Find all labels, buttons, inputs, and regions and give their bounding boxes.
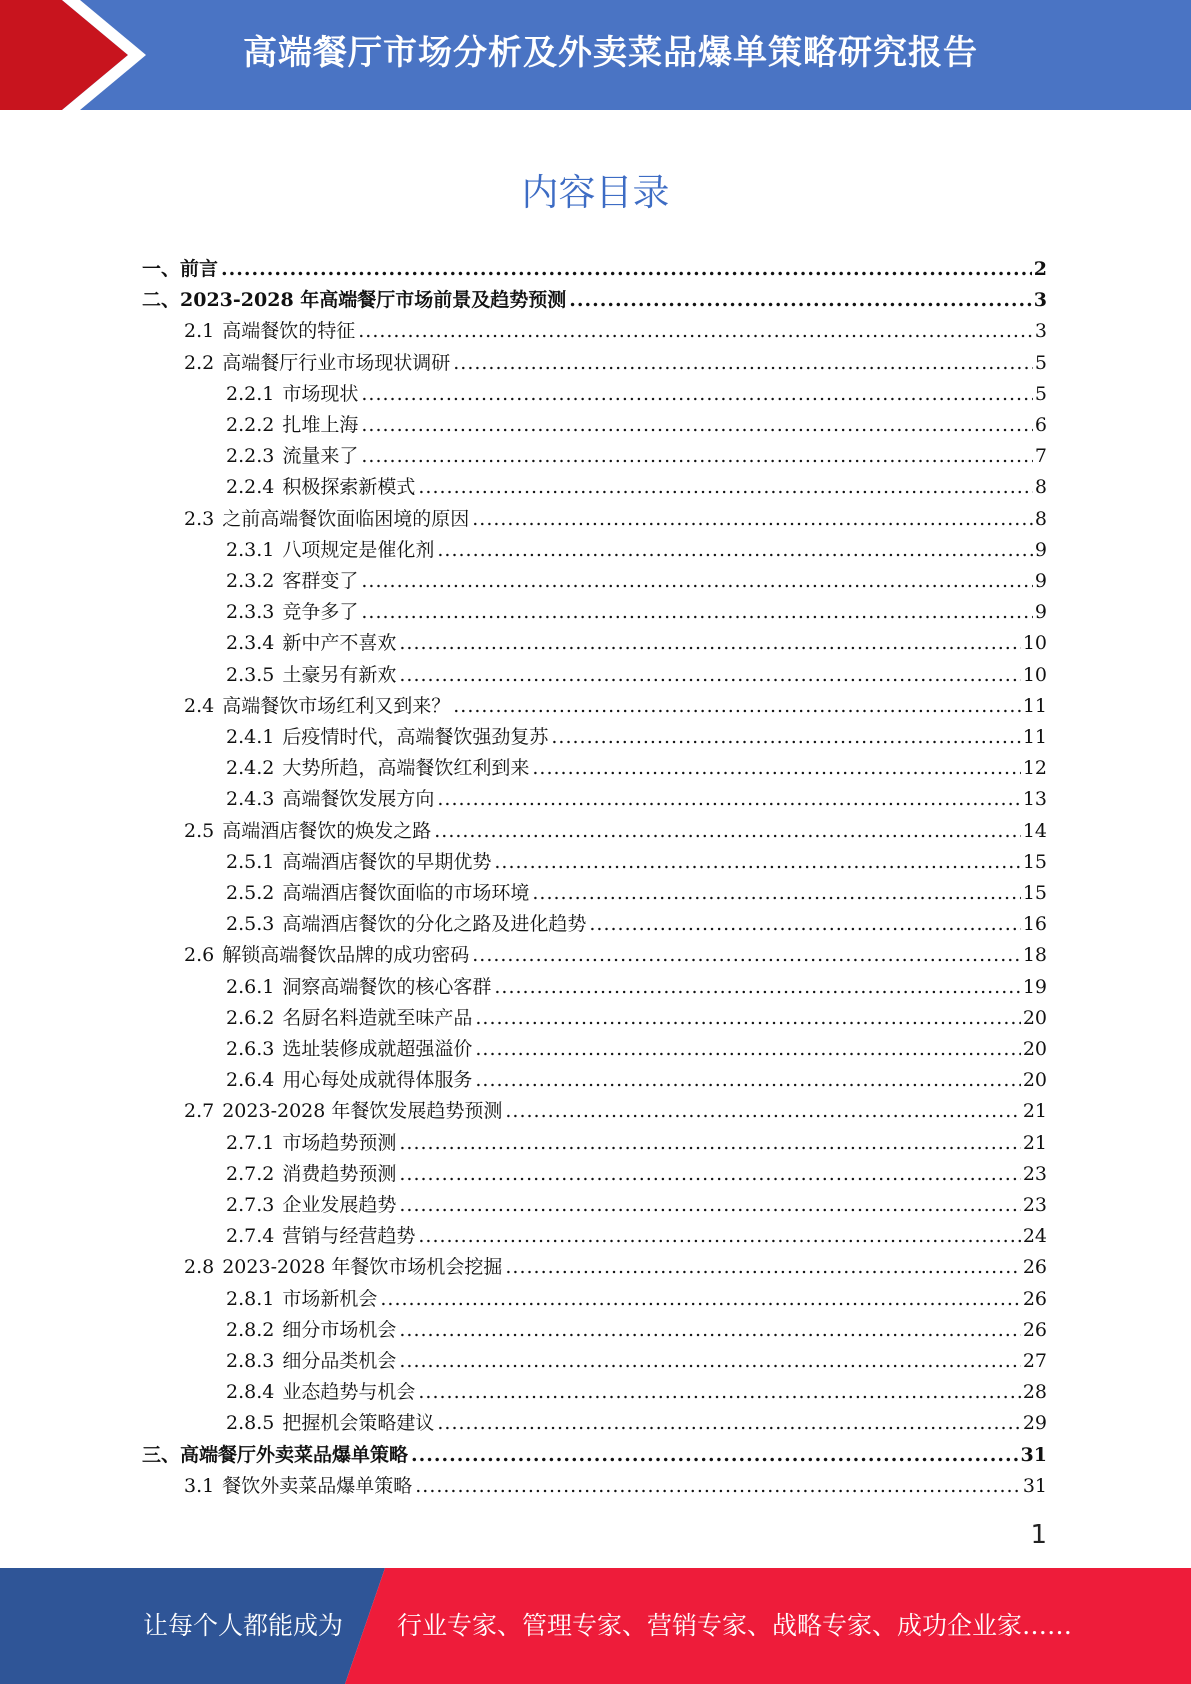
toc-entry-title: 选址装修成就超强溢价 [282, 1038, 473, 1060]
toc-entry-page: 9 [1034, 570, 1047, 592]
toc-entry-number: 2.6.4 [226, 1069, 275, 1092]
toc-dot-leader [399, 1190, 1020, 1221]
toc-entry-number: 2.3 [184, 507, 215, 530]
toc-entry[interactable] [226, 753, 1047, 784]
toc-entry[interactable] [226, 1377, 1047, 1408]
toc-entry-page: 27 [1022, 1350, 1047, 1372]
toc-entry-title: 2023-2028 年餐饮市场机会挖掘 [222, 1256, 503, 1279]
toc-dot-leader [358, 316, 1033, 347]
toc-entry-number: 2.4.3 [226, 788, 275, 811]
toc-dot-leader [551, 722, 1020, 753]
toc-entry-page: 16 [1022, 913, 1047, 936]
toc-entry-number: 2.7.4 [226, 1225, 275, 1248]
toc-dot-leader [361, 441, 1033, 472]
page-number: 1 [1030, 1520, 1047, 1550]
toc-dot-leader [380, 1284, 1020, 1315]
footer-slogan-right: 行业专家、管理专家、营销专家、战略专家、成功企业家…… [397, 1611, 1073, 1640]
toc-dot-leader [505, 1252, 1020, 1283]
toc-entry[interactable] [226, 1190, 1047, 1221]
toc-dot-leader [418, 1377, 1020, 1408]
toc-dot-leader [494, 847, 1020, 878]
toc-dot-leader [415, 1471, 1021, 1502]
toc-entry[interactable] [184, 1096, 1047, 1127]
toc-entry[interactable] [226, 784, 1047, 815]
toc-entry-page: 26 [1022, 1287, 1047, 1310]
toc-dot-leader [418, 1221, 1020, 1252]
toc-entry-number: 2.8.3 [226, 1350, 275, 1372]
toc-entry-page: 10 [1022, 663, 1047, 686]
toc-entry-page: 18 [1022, 944, 1047, 967]
toc-dot-leader [399, 628, 1020, 659]
toc-dot-leader [411, 1440, 1019, 1471]
toc-entry-page: 19 [1022, 975, 1047, 998]
header-title: 高端餐厅市场分析及外卖菜品爆单策略研究报告 [243, 33, 978, 73]
toc-entry-title: 之前高端餐饮面临困境的原因 [222, 507, 470, 530]
toc-entry-page: 28 [1022, 1381, 1047, 1404]
toc-entry-page: 31 [1020, 1443, 1047, 1466]
toc-entry-title: 把握机会策略建议 [282, 1412, 435, 1435]
toc-entry[interactable] [226, 566, 1047, 597]
toc-dot-leader [472, 504, 1033, 535]
toc-entry-number: 2.3.5 [226, 663, 275, 686]
toc-entry[interactable] [226, 1315, 1047, 1346]
toc-entry-page: 20 [1022, 1006, 1047, 1029]
toc-entry[interactable] [226, 1221, 1047, 1252]
toc-entry[interactable] [226, 535, 1047, 566]
toc-entry-title: 积极探索新模式 [282, 476, 416, 499]
toc-entry-page: 21 [1022, 1100, 1047, 1123]
toc-entry[interactable] [226, 410, 1047, 441]
toc-entry[interactable] [184, 316, 1047, 347]
toc-dot-leader [399, 660, 1020, 691]
toc-entry-title: 高端餐饮发展方向 [282, 788, 435, 811]
toc-entry-title: 名厨名料造就至味产品 [282, 1006, 473, 1029]
toc-entry-title: 市场趋势预测 [282, 1131, 397, 1154]
toc-entry-number: 2.4.2 [226, 757, 275, 780]
toc-entry-page: 21 [1022, 1131, 1047, 1154]
toc-entry[interactable] [226, 472, 1047, 503]
toc-entry-page: 2 [1033, 258, 1047, 280]
toc-dot-leader [472, 940, 1021, 971]
toc-dot-leader [399, 1159, 1020, 1190]
toc-entry-number: 2.5.3 [226, 913, 275, 936]
toc-entry-title: 高端餐饮的特征 [222, 320, 356, 343]
toc-dot-leader [434, 816, 1021, 847]
toc-entry-title: 新中产不喜欢 [282, 632, 397, 655]
toc-entry[interactable] [184, 1252, 1047, 1283]
toc-entry[interactable] [226, 441, 1047, 472]
toc-entry-number: 2.3.4 [226, 632, 275, 655]
toc-entry-page: 29 [1022, 1412, 1047, 1435]
toc-entry[interactable] [226, 909, 1047, 940]
toc-entry[interactable] [226, 660, 1047, 691]
toc-dot-leader [437, 784, 1020, 815]
toc-entry-page: 20 [1022, 1038, 1047, 1060]
toc-entry-number: 2.2 [184, 351, 215, 374]
toc-dot-leader [361, 410, 1033, 441]
toc-dot-leader [494, 972, 1020, 1003]
toc-dot-leader [475, 1034, 1020, 1065]
toc-entry-number: 2.6.3 [226, 1038, 275, 1060]
toc-dot-leader [505, 1096, 1020, 1127]
toc-entry[interactable] [142, 285, 1047, 316]
toc-entry-title: 2023-2028 年餐饮发展趋势预测 [222, 1100, 503, 1123]
toc-dot-leader [361, 379, 1033, 410]
toc-entry-page: 8 [1034, 507, 1047, 530]
toc-entry-page: 26 [1022, 1318, 1047, 1341]
toc-entry-title: 细分品类机会 [282, 1350, 397, 1372]
toc-entry-number: 2.3.2 [226, 570, 275, 592]
toc-entry-title: 营销与经营趋势 [282, 1225, 416, 1248]
toc-entry-title: 市场新机会 [282, 1287, 378, 1310]
page-header [0, 0, 1191, 110]
toc-entry[interactable] [184, 691, 1047, 722]
toc-entry-page: 9 [1034, 601, 1047, 624]
toc-entry[interactable] [226, 1065, 1047, 1096]
toc-entry-number: 2.6.2 [226, 1006, 275, 1029]
toc-entry[interactable] [226, 1034, 1047, 1065]
toc-dot-leader [399, 1128, 1020, 1159]
toc-entry-page: 11 [1022, 726, 1047, 748]
toc-entry-page: 12 [1022, 757, 1047, 780]
toc-entry-number: 2.3.3 [226, 601, 275, 624]
toc-entry-number: 2.6 [184, 944, 215, 967]
toc-dot-leader [221, 254, 1032, 285]
toc-entry-number: 2.6.1 [226, 975, 275, 998]
toc-entry-number: 2.5.1 [226, 850, 275, 873]
toc-entry[interactable] [184, 504, 1047, 535]
toc-dot-leader [437, 535, 1033, 566]
toc-entry-title: 前言 [180, 258, 219, 280]
toc-dot-leader [361, 566, 1033, 597]
toc-title: 内容目录 [521, 171, 670, 214]
toc-entry[interactable] [184, 940, 1047, 971]
toc-entry-title: 高端酒店餐饮的分化之路及进化趋势 [282, 913, 587, 936]
toc-entry-page: 9 [1034, 538, 1047, 561]
toc-entry-page: 14 [1022, 819, 1047, 842]
toc-entry[interactable] [226, 628, 1047, 659]
toc-entry-title: 土豪另有新欢 [282, 663, 397, 686]
toc-entry-title: 细分市场机会 [282, 1318, 397, 1341]
toc-entry-title: 扎堆上海 [282, 414, 359, 436]
toc-entry-page: 3 [1034, 320, 1047, 343]
toc-entry-number: 2.8.4 [226, 1381, 275, 1404]
toc-entry-title: 消费趋势预测 [282, 1162, 397, 1185]
toc-entry-number: 2.2.3 [226, 445, 275, 468]
toc-dot-leader [475, 1065, 1020, 1096]
toc-entry-number: 一、 [142, 258, 181, 280]
toc-entry-page: 11 [1022, 694, 1047, 717]
toc-entry-number: 2.1 [184, 320, 215, 343]
toc-entry[interactable] [226, 847, 1047, 878]
toc-entry-title: 高端酒店餐饮面临的市场环境 [282, 882, 530, 904]
toc-entry-page: 20 [1022, 1069, 1047, 1092]
toc-entry-page: 15 [1022, 882, 1047, 904]
toc-entry-number: 2.5 [184, 819, 215, 842]
toc-entry-title: 餐饮外卖菜品爆单策略 [222, 1474, 413, 1497]
toc-entry-page: 31 [1022, 1474, 1047, 1497]
toc-entry-number: 2.2.4 [226, 476, 275, 499]
toc-entry[interactable] [226, 1346, 1047, 1377]
toc-dot-leader [532, 753, 1020, 784]
toc-entry-number: 2.4 [184, 694, 215, 717]
toc-entry-number: 2.5.2 [226, 882, 275, 904]
toc-entry-title: 高端酒店餐饮的焕发之路 [222, 819, 432, 842]
toc-entry-number: 2.8 [184, 1256, 215, 1279]
toc-entry-title: 高端餐厅外卖菜品爆单策略 [180, 1443, 409, 1466]
toc-entry-page: 8 [1034, 476, 1047, 499]
toc-entry-page: 23 [1022, 1162, 1047, 1185]
toc-entry-number: 2.8.1 [226, 1287, 275, 1310]
toc-entry[interactable] [226, 379, 1047, 410]
toc-entry[interactable] [226, 722, 1047, 753]
toc-entry-title: 高端酒店餐饮的早期优势 [282, 850, 492, 873]
toc-entry-title: 高端餐饮市场红利又到来？ [222, 694, 451, 717]
toc-entry-page: 3 [1033, 289, 1047, 312]
toc-dot-leader [589, 909, 1020, 940]
toc-entry-title: 2023-2028 年高端餐厅市场前景及趋势预测 [180, 289, 567, 312]
toc-entry-title: 业态趋势与机会 [282, 1381, 416, 1404]
toc-entry-page: 5 [1034, 382, 1047, 405]
toc-dot-leader [399, 1346, 1020, 1377]
toc-entry-title: 洞察高端餐饮的核心客群 [282, 975, 492, 998]
toc-entry[interactable] [142, 254, 1047, 285]
toc-entry-title: 客群变了 [282, 570, 359, 592]
toc-entry-number: 三、 [142, 1443, 181, 1466]
footer-slogan-left: 让每个人都能成为 [143, 1611, 344, 1640]
toc-entry-page: 13 [1022, 788, 1047, 811]
toc-entry-page: 15 [1022, 850, 1047, 873]
toc-entry-number: 2.2.2 [226, 414, 275, 436]
toc-entry-title: 后疫情时代，高端餐饮强劲复苏 [282, 726, 549, 748]
toc-entry-number: 2.4.1 [226, 726, 275, 748]
toc-dot-leader [453, 691, 1021, 722]
toc-dot-leader [418, 472, 1033, 503]
toc-dot-leader [437, 1408, 1020, 1439]
toc-entry[interactable] [226, 1159, 1047, 1190]
toc-entry-title: 高端餐厅行业市场现状调研 [222, 351, 451, 374]
toc-entry[interactable] [226, 1003, 1047, 1034]
toc-entry[interactable] [226, 1284, 1047, 1315]
toc-entry-page: 6 [1034, 414, 1047, 436]
toc-entry-page: 10 [1022, 632, 1047, 655]
toc-entry-number: 2.2.1 [226, 382, 275, 405]
toc-dot-leader [399, 1315, 1020, 1346]
toc-entry[interactable] [142, 1440, 1047, 1471]
toc-dot-leader [532, 878, 1020, 909]
toc-entry-number: 3.1 [184, 1474, 215, 1497]
toc-entry-number: 2.7.3 [226, 1194, 275, 1216]
toc-entry-title: 流量来了 [282, 445, 359, 468]
toc-entry-page: 7 [1034, 445, 1047, 468]
toc-entry-title: 竞争多了 [282, 601, 359, 624]
toc-entry[interactable] [184, 1471, 1047, 1502]
toc-entry-title: 市场现状 [282, 382, 359, 405]
toc-dot-leader [453, 348, 1033, 379]
toc-entry-number: 2.7 [184, 1100, 215, 1123]
toc-entry[interactable] [226, 972, 1047, 1003]
toc-dot-leader [475, 1003, 1020, 1034]
toc-entry-title: 企业发展趋势 [282, 1194, 397, 1216]
toc-entry[interactable] [226, 878, 1047, 909]
toc-entry-title: 大势所趋，高端餐饮红利到来 [282, 757, 530, 780]
toc-entry-page: 26 [1022, 1256, 1047, 1279]
toc-entry[interactable] [226, 1128, 1047, 1159]
toc-entry[interactable] [184, 816, 1047, 847]
toc-entry-number: 2.8.2 [226, 1318, 275, 1341]
toc-entry-number: 2.8.5 [226, 1412, 275, 1435]
toc-entry[interactable] [226, 1408, 1047, 1439]
toc-entry-page: 24 [1022, 1225, 1047, 1248]
toc-entry-title: 八项规定是催化剂 [282, 538, 435, 561]
toc-entry-number: 2.7.1 [226, 1131, 275, 1154]
toc-entry-number: 二、 [142, 289, 181, 312]
toc-dot-leader [361, 597, 1033, 628]
toc-entry-title: 解锁高端餐饮品牌的成功密码 [222, 944, 470, 967]
toc-entry-title: 用心每处成就得体服务 [282, 1069, 473, 1092]
toc-entry-number: 2.3.1 [226, 538, 275, 561]
toc-entry[interactable] [226, 597, 1047, 628]
toc-entry-number: 2.7.2 [226, 1162, 275, 1185]
page-footer [0, 1568, 1191, 1684]
toc-entry-page: 23 [1022, 1194, 1047, 1216]
toc-entry[interactable] [184, 348, 1047, 379]
toc-dot-leader [569, 285, 1031, 316]
toc-entry-page: 5 [1034, 351, 1047, 374]
